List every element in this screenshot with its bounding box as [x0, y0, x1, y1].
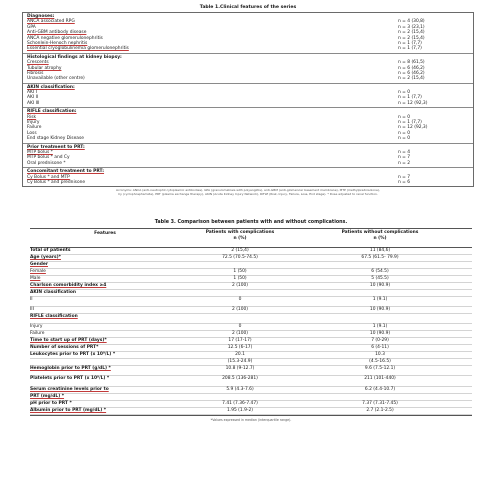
section-heading: Histological findings at kidney biopsy: [27, 54, 122, 60]
row-without-complications: 67.5 (61.5- 79.9) [361, 255, 399, 260]
table-1-section [23, 168, 473, 186]
table-row [30, 366, 472, 376]
row-label: Injury [27, 120, 40, 126]
row-label: Fibrosis [27, 70, 44, 76]
row-without-complications: 7 (0-29) [371, 338, 389, 343]
row-value: n = 4 (30,8) [398, 19, 425, 25]
footnote-line: Cy (cyclophosphamide), PRT (plasma exchange therapy), AKIN (Acute Kidney Injury Network), RIFLE (Risk, Injury, Failure, Loss, End stage). * Dose adjusted to renal function. [118, 191, 378, 196]
row-feature: Platelets prior to PRT (x 10⁹/L) * [30, 376, 110, 381]
row-value: n = 1 (7,7) [398, 40, 422, 46]
row-label: MTP bolus * and Cy [27, 155, 70, 161]
table-row [25, 136, 471, 141]
row-label: Crescents [27, 60, 49, 66]
header-line: Patients with complications [205, 230, 275, 235]
row-value: n = 7 [398, 155, 411, 161]
table-1-section [23, 108, 473, 143]
section-heading: RIFLE classification: [27, 109, 77, 115]
row-with-complications: (15.3-24.9) [227, 359, 253, 364]
row-feature: Gender [30, 262, 48, 267]
row-label: Cy Bolus * and MTP [27, 174, 70, 180]
row-feature: Hemoglobin prior to PRT (g/dL) * [30, 366, 111, 371]
row-label: Loss [27, 130, 37, 136]
row-without-complications: 9.6 (7.5-12.1) [364, 366, 396, 371]
table-1-section [23, 54, 473, 84]
table-row [30, 345, 472, 352]
table-1-title: Table 1.Clinical features of the series [199, 5, 297, 10]
row-value: n = 8 (61,5) [398, 60, 425, 66]
row-value: n = 0 [398, 136, 411, 142]
row-without-complications: 7.37 (7.31-7.45) [362, 401, 398, 406]
row-label: Oral prednisone * [27, 160, 66, 166]
table-row [30, 314, 472, 324]
table-row [30, 248, 472, 255]
section-heading: Prior treatment to PRT: [27, 144, 85, 150]
row-feature: Age (years)* [30, 255, 61, 260]
row-without-complications: 10.3 [375, 352, 385, 357]
row-label: AKI I [27, 90, 37, 96]
row-with-complications: 7.41 (7.36-7.47) [222, 401, 258, 406]
table-row [30, 387, 472, 394]
row-feature: AKIN classification [30, 290, 77, 295]
table-1-body [22, 12, 474, 187]
row-without-complications: 10 (90.9) [369, 331, 391, 336]
row-with-complications: 20.1 [235, 352, 245, 357]
header-with-complications [180, 230, 300, 241]
section-heading: AKIN classification: [27, 84, 75, 90]
row-feature: Number of sessions of PRT* [30, 345, 99, 350]
row-value: n = 6 [398, 179, 411, 185]
row-value: n = 0 [398, 130, 411, 136]
row-with-complications: 12.5 (6-17) [227, 345, 253, 350]
row-label: ANCA associated RPG [27, 19, 75, 25]
row-label: MTP bolus * [27, 149, 53, 155]
row-with-complications: 2 (100) [232, 283, 248, 288]
row-without-complications: 1 (9.1) [372, 297, 388, 302]
row-without-complications: 11 (84,6) [369, 248, 391, 253]
table-row [25, 101, 471, 106]
row-label: Tubular atrophy [27, 65, 62, 71]
row-without-complications: 10 (90.9) [369, 283, 391, 288]
row-value: n = 2 [398, 160, 411, 166]
table-row [30, 401, 472, 408]
row-with-complications: 0 [238, 297, 242, 302]
table-3-body [30, 248, 472, 416]
footnote-line: Acronyms: ANCA (anti-neutrophil cytoplasmic antibodies), GPA (granulomatosis with polyangiitis), anti-GBM (anti-glomerular basement membrane), MTP (methylprednisolone), [116, 188, 380, 193]
table-row [25, 180, 471, 185]
table-row [25, 161, 471, 166]
row-label: Essential cryoglobulinemia glomerulonephritis [27, 46, 129, 52]
row-without-complications: 6 (4-11) [371, 345, 389, 350]
row-label: Cy Bolus * and prednisone [27, 179, 86, 185]
row-label: End stage Kidney Disease [27, 136, 84, 142]
table-3-title: Table 3. Comparison between patients with and without complications. [154, 220, 348, 225]
row-label: AKI II [27, 95, 39, 101]
row-value: n = 6 (46,2) [398, 65, 425, 71]
row-value: n = 7 [398, 174, 411, 180]
row-with-complications: 1.95 (1.9-2) [227, 408, 253, 413]
row-with-complications: 10.8 (9-12.7) [225, 366, 255, 371]
table-row [30, 376, 472, 387]
row-without-complications: 6.2 (4.4-10.7) [364, 387, 396, 392]
row-label: AKI III [27, 100, 40, 106]
row-without-complications: 10 (90.9) [369, 307, 391, 312]
row-value: n = 1 (7,7) [398, 95, 422, 101]
row-value: n = 1 (7,7) [398, 120, 422, 126]
row-feature: pH prior to PRT * [30, 401, 72, 406]
table-1-footnote [22, 189, 474, 196]
table-1-section [23, 84, 473, 109]
table-row [30, 324, 472, 331]
row-value: n = 3 (23,1) [398, 24, 425, 30]
header-line: Patients without complications [341, 230, 419, 235]
row-value: n = 6 (46,2) [398, 70, 425, 76]
row-with-complications: 2 (100) [232, 307, 248, 312]
row-feature: II [30, 297, 33, 302]
row-feature: Total of patients [30, 248, 71, 253]
row-without-complications: (4.5-16.5) [369, 359, 391, 364]
row-value: n = 1 (7,7) [398, 46, 422, 52]
table-row [25, 76, 471, 81]
row-value: n = 4 [398, 149, 411, 155]
table-row [30, 283, 472, 290]
table-row [30, 352, 472, 359]
table-1 [22, 4, 474, 197]
section-heading: Concomitant treatment to PRT: [27, 169, 105, 175]
table-1-section [23, 13, 473, 54]
row-with-complications: 0 [238, 324, 242, 329]
row-with-complications: 17 (17-17) [228, 338, 252, 343]
row-feature: Failure [30, 331, 45, 336]
row-value: n = 0 [398, 114, 411, 120]
row-label: Risk [27, 114, 37, 120]
row-label: Failure [27, 125, 42, 131]
table-row [30, 290, 472, 297]
row-label: Schonlein-Henoch nephritis [27, 40, 88, 46]
row-feature: Time to start up of PRT (days)* [30, 338, 107, 343]
row-feature: Female [30, 269, 46, 274]
header-line: n (%) [373, 235, 387, 241]
row-without-complications: 6 (54.5) [371, 269, 389, 274]
row-with-complications: 2 (100) [232, 331, 248, 336]
row-label: GPA [27, 24, 36, 30]
table-row [30, 307, 472, 314]
row-value: n = 12 (92,3) [398, 100, 428, 106]
table-1-section [23, 144, 473, 169]
table-3-footnote: *Values expressed in median (interquartile range). [210, 418, 292, 422]
table-row [30, 276, 472, 283]
row-feature: III [30, 307, 34, 312]
row-label: Anti-GBM antibody disease [27, 30, 87, 36]
table-row [30, 338, 472, 345]
table-row [30, 331, 472, 338]
table-row [30, 408, 472, 415]
row-with-complications: 5.9 (4.3-7.6) [226, 387, 254, 392]
row-feature: Serum creatinine levels prior to [30, 387, 109, 392]
table-row [30, 269, 472, 276]
row-feature: Injury [30, 324, 43, 329]
row-feature: Charlson comorbidity index ≥4 [30, 283, 107, 288]
row-with-complications: 1 (50) [233, 276, 247, 281]
table-row [30, 359, 472, 366]
row-value: n = 2 (15,4) [398, 35, 425, 41]
row-value: n = 12 (92,3) [398, 125, 428, 131]
row-without-complications: 1 (9.1) [372, 324, 388, 329]
row-with-complications: 72.5 (70.5-74.5) [222, 255, 258, 260]
header-line: n (%) [233, 235, 247, 241]
row-feature: RIFLE classification [30, 314, 78, 319]
row-feature: Leukocytes prior to PRT (x 10⁹/L) * [30, 352, 116, 357]
row-value: n = 0 [398, 90, 411, 96]
row-value: n = 2 (15,4) [398, 76, 425, 82]
table-row [30, 262, 472, 269]
section-heading: Diagnoses: [27, 14, 55, 19]
row-with-complications: 208.5 (136-281) [222, 376, 258, 381]
row-feature: PRT (mg/dL) * [30, 394, 65, 399]
table-row [30, 255, 472, 262]
row-label: Unavailable (other centre) [27, 76, 85, 82]
table-row [30, 297, 472, 307]
row-label: ANCA negative glomerulonephritis [27, 35, 103, 41]
row-without-complications: 2.7 (2.1-2.5) [366, 408, 394, 413]
row-feature: Male [30, 276, 41, 281]
row-value: n = 2 (15,4) [398, 30, 425, 36]
table-3 [30, 218, 472, 422]
table-row [30, 394, 472, 401]
table-row [25, 46, 471, 51]
row-without-complications: 211 (101-440) [364, 376, 396, 381]
row-feature: Albumin prior to PRT (mg/dL) * [30, 408, 107, 413]
row-with-complications: 1 (50) [233, 269, 247, 274]
row-without-complications: 5 (45.5) [371, 276, 389, 281]
header-features: Features [94, 231, 116, 236]
row-with-complications: 2 (15,4) [231, 248, 249, 253]
table-3-header [30, 228, 472, 248]
header-without-complications [305, 230, 455, 241]
